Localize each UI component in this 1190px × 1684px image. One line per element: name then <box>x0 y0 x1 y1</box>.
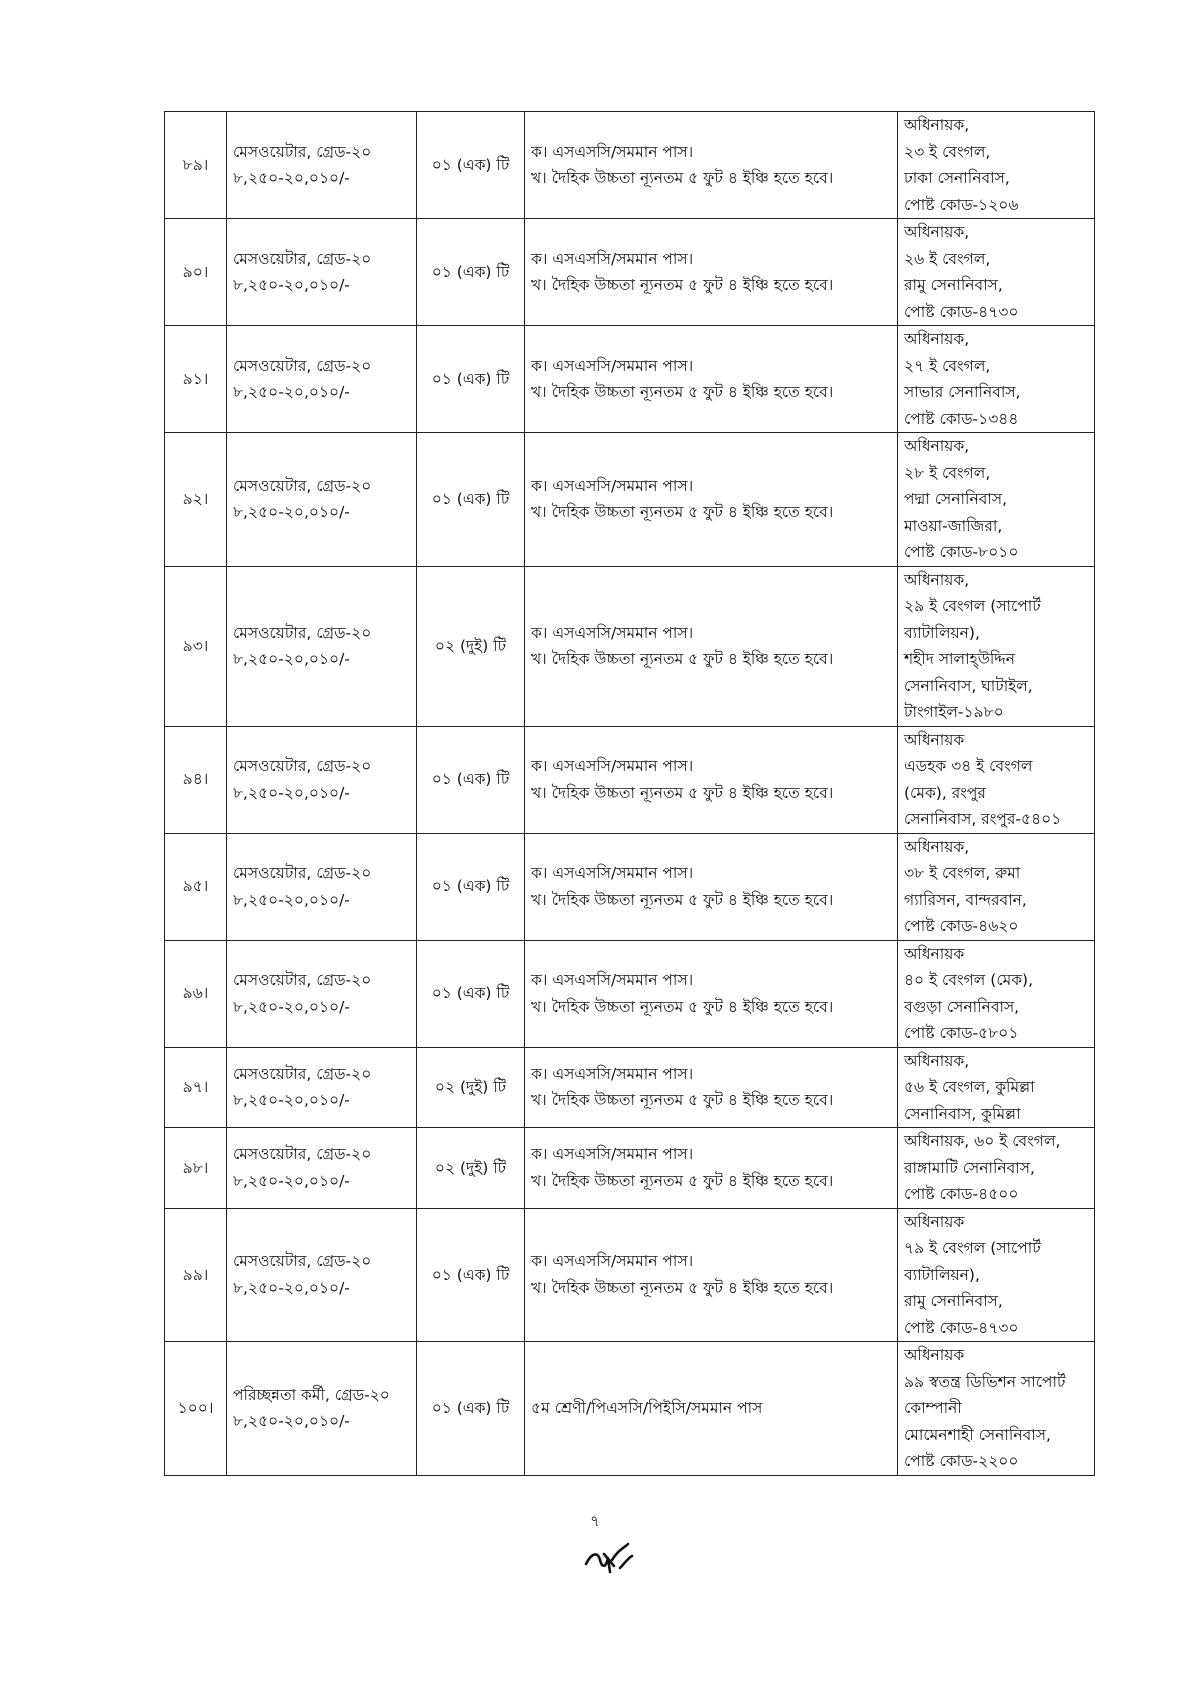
quantity-cell: ০১ (এক) টি <box>417 326 525 433</box>
qualification-line: খ। দৈহিক উচ্চতা ন্যূনতম ৫ ফুট ৪ ইঞ্চি হতে হবে। <box>531 783 834 802</box>
table-row <box>165 940 1095 1047</box>
qualification-line: ক। এসএসসি/সমমান পাস। <box>531 1145 694 1164</box>
post-name: মেসওয়েটার, গ্রেড-২০ <box>233 757 372 775</box>
qualification-line: ৫ম শ্রেণী/পিএসসি/পিইসি/সমমান পাস <box>531 1399 763 1417</box>
post-name: মেসওয়েটার, গ্রেড-২০ <box>233 249 372 268</box>
qualification-cell <box>525 433 898 567</box>
address-line: শহীদ সালাহ্‌উদ্দিন <box>904 650 1015 668</box>
post-name: মেসওয়েটার, গ্রেড-২০ <box>233 142 372 161</box>
post-cell <box>227 1208 417 1342</box>
address-line: ৯৯ স্বতন্ত্র ডিভিশন সাপোর্ট <box>904 1372 1066 1391</box>
address-line: অধিনায়ক, <box>904 223 970 241</box>
qualification-line: ক। এসএসসি/সমমান পাস। <box>531 971 694 989</box>
address-cell <box>898 726 1095 833</box>
pay-scale: ৮,২৫০-২০,০১০/- <box>233 890 350 909</box>
post-cell <box>227 219 417 326</box>
address-line: ঢাকা সেনানিবাস, <box>904 169 1010 187</box>
serial-cell: ৯০। <box>165 219 227 326</box>
serial-cell: ৯৬। <box>165 940 227 1047</box>
pay-scale: ৮,২৫০-২০,০১০/- <box>233 503 350 522</box>
post-cell <box>227 566 417 726</box>
qualification-line: ক। এসএসসি/সমমান পাস। <box>531 757 694 775</box>
serial-cell: ৯৪। <box>165 726 227 833</box>
pay-scale: ৮,২৫০-২০,০১০/- <box>233 383 350 401</box>
address-line: অধিনায়ক <box>904 944 965 963</box>
pay-scale: ৮,২৫০-২০,০১০/- <box>233 1278 350 1297</box>
address-line: সেনানিবাস, কুমিল্লা <box>904 1104 1021 1123</box>
post-cell <box>227 1342 417 1476</box>
address-cell <box>898 833 1095 940</box>
pay-scale: ৮,২৫০-২০,০১০/- <box>233 1091 350 1110</box>
post-cell <box>227 433 417 567</box>
address-line: মাওয়া-জাজিরা, <box>904 516 1003 535</box>
table-row <box>165 433 1095 567</box>
qualification-cell <box>525 833 898 940</box>
post-name: মেসওয়েটার, গ্রেড-২০ <box>233 623 372 642</box>
address-line: অধিনায়ক, <box>904 437 970 455</box>
address-line: ২৮ ই বেংগল, <box>904 463 991 482</box>
quantity-cell: ০১ (এক) টি <box>417 940 525 1047</box>
address-line: পদ্মা সেনানিবাস, <box>904 490 1007 508</box>
address-line: পোষ্ট কোড-৪৭৩০ <box>904 302 1019 321</box>
address-line: অধিনায়ক, <box>904 330 970 348</box>
serial-cell: ৯১। <box>165 326 227 433</box>
table-row <box>165 1208 1095 1342</box>
post-name: পরিচ্ছন্নতা কর্মী, গ্রেড-২০ <box>233 1385 390 1404</box>
qualification-cell <box>525 1128 898 1209</box>
quantity-cell: ০২ (দুই) টি <box>417 1047 525 1128</box>
pay-scale: ৮,২৫০-২০,০১০/- <box>233 276 350 294</box>
address-cell <box>898 112 1095 219</box>
post-name: মেসওয়েটার, গ্রেড-২০ <box>233 971 372 989</box>
table-row <box>165 1047 1095 1128</box>
address-line: পোষ্ট কোড-২২০০ <box>904 1452 1019 1470</box>
qualification-cell <box>525 940 898 1047</box>
address-line: ৪০ ই বেংগল (মেক), <box>904 971 1034 989</box>
qualification-line: ক। এসএসসি/সমমান পাস। <box>531 249 694 268</box>
post-name: মেসওয়েটার, গ্রেড-২০ <box>233 1064 372 1083</box>
table-row <box>165 326 1095 433</box>
qualification-line: ক। এসএসসি/সমমান পাস। <box>531 142 694 161</box>
address-cell <box>898 566 1095 726</box>
address-line: রাঙ্গামাটি সেনানিবাস, <box>904 1158 1035 1177</box>
qualification-cell <box>525 566 898 726</box>
serial-cell: ১০০। <box>165 1342 227 1476</box>
serial-cell: ৯৯। <box>165 1208 227 1342</box>
table-row <box>165 833 1095 940</box>
table-row <box>165 1342 1095 1476</box>
post-name: মেসওয়েটার, গ্রেড-২০ <box>233 1145 372 1164</box>
serial-cell: ৯৭। <box>165 1047 227 1128</box>
qualification-line: খ। দৈহিক উচ্চতা ন্যূনতম ৫ ফুট ৪ ইঞ্চি হতে হবে। <box>531 1091 834 1110</box>
qualification-line: ক। এসএসসি/সমমান পাস। <box>531 1064 694 1083</box>
quantity-cell: ০১ (এক) টি <box>417 726 525 833</box>
table-row <box>165 219 1095 326</box>
qualification-line: ক। এসএসসি/সমমান পাস। <box>531 623 694 642</box>
serial-cell: ৯৩। <box>165 566 227 726</box>
address-line: পোষ্ট কোড-৪৬২০ <box>904 917 1019 935</box>
address-line: অধিনায়ক <box>904 730 965 749</box>
signature-mark <box>580 1538 640 1578</box>
post-cell <box>227 833 417 940</box>
post-name: মেসওয়েটার, গ্রেড-২০ <box>233 864 372 882</box>
address-line: অধিনায়ক, <box>904 837 970 856</box>
address-line: অধিনায়ক, <box>904 116 970 134</box>
address-line: অধিনায়ক, ৬০ ই বেংগল, <box>904 1132 1061 1150</box>
qualification-line: খ। দৈহিক উচ্চতা ন্যূনতম ৫ ফুট ৪ ইঞ্চি হতে হবে। <box>531 1278 834 1297</box>
address-line: ব্যাটালিয়ন), <box>904 623 980 642</box>
serial-cell: ৯২। <box>165 433 227 567</box>
address-line: ২৯ ই বেংগল (সাপোর্ট <box>904 597 1041 615</box>
post-cell <box>227 112 417 219</box>
post-cell <box>227 1128 417 1209</box>
qualification-cell <box>525 219 898 326</box>
address-line: কোম্পানী <box>904 1399 962 1417</box>
address-line: ২৬ ই বেংগল, <box>904 249 991 268</box>
pay-scale: ৮,২৫০-২০,০১০/- <box>233 650 350 668</box>
address-line: ৫৬ ই বেংগল, কুমিল্লা <box>904 1078 1035 1096</box>
address-cell <box>898 219 1095 326</box>
address-line: ৩৮ ই বেংগল, রুমা <box>904 864 1021 882</box>
address-cell <box>898 1342 1095 1476</box>
pay-scale: ৮,২৫০-২০,০১০/- <box>233 1412 350 1431</box>
address-line: বগুড়া সেনানিবাস, <box>904 997 1020 1016</box>
address-line: পোষ্ট কোড-১৩৪৪ <box>904 409 1019 428</box>
address-line: পোষ্ট কোড-৫৮০১ <box>904 1024 1019 1042</box>
quantity-cell: ০১ (এক) টি <box>417 433 525 567</box>
address-line: সাভার সেনানিবাস, <box>904 383 1021 401</box>
serial-cell: ৯৮। <box>165 1128 227 1209</box>
address-line: অধিনায়ক, <box>904 1051 970 1070</box>
vacancy-table <box>164 111 1095 1476</box>
address-line: পোষ্ট কোড-৮০১০ <box>904 543 1019 561</box>
address-line: অধিনায়ক <box>904 1346 965 1364</box>
qualification-line: ক। এসএসসি/সমমান পাস। <box>531 1252 694 1271</box>
address-cell <box>898 1208 1095 1342</box>
address-cell <box>898 1128 1095 1209</box>
pay-scale: ৮,২৫০-২০,০১০/- <box>233 997 350 1016</box>
pay-scale: ৮,২৫০-২০,০১০/- <box>233 783 350 802</box>
address-line: টাংগাইল-১৯৮০ <box>904 703 1004 721</box>
post-name: মেসওয়েটার, গ্রেড-২০ <box>233 1252 372 1271</box>
qualification-line: খ। দৈহিক উচ্চতা ন্যূনতম ৫ ফুট ৪ ইঞ্চি হতে হবে। <box>531 1171 834 1190</box>
address-line: সেনানিবাস, ঘাটাইল, <box>904 676 1033 695</box>
qualification-cell <box>525 726 898 833</box>
qualification-line: খ। দৈহিক উচ্চতা ন্যূনতম ৫ ফুট ৪ ইঞ্চি হতে হবে। <box>531 997 834 1016</box>
address-cell <box>898 940 1095 1047</box>
address-line: রামু সেনানিবাস, <box>904 276 1003 294</box>
address-line: পোষ্ট কোড-৪৫০০ <box>904 1185 1019 1203</box>
address-line: ২৭ ই বেংগল, <box>904 356 991 375</box>
qualification-cell <box>525 1342 898 1476</box>
pay-scale: ৮,২৫০-২০,০১০/- <box>233 169 350 187</box>
address-cell <box>898 1047 1095 1128</box>
address-line: (মেক), রংপুর <box>904 783 986 802</box>
post-cell <box>227 940 417 1047</box>
address-line: অধিনায়ক, <box>904 570 970 589</box>
post-cell <box>227 726 417 833</box>
address-line: ২৩ ই বেংগল, <box>904 142 991 161</box>
table-row <box>165 726 1095 833</box>
address-line: এডহক ৩৪ ই বেংগল <box>904 757 1033 775</box>
address-line: পোষ্ট কোড-১২০৬ <box>904 195 1019 214</box>
address-cell <box>898 326 1095 433</box>
serial-cell: ৯৫। <box>165 833 227 940</box>
qualification-line: খ। দৈহিক উচ্চতা ন্যূনতম ৫ ফুট ৪ ইঞ্চি হতে হবে। <box>531 503 834 522</box>
post-name: মেসওয়েটার, গ্রেড-২০ <box>233 356 372 375</box>
quantity-cell: ০২ (দুই) টি <box>417 1128 525 1209</box>
quantity-cell: ০১ (এক) টি <box>417 833 525 940</box>
quantity-cell: ০১ (এক) টি <box>417 1208 525 1342</box>
address-line: মোমেনশাহী সেনানিবাস, <box>904 1425 1051 1444</box>
post-name: মেসওয়েটার, গ্রেড-২০ <box>233 476 372 495</box>
qualification-cell <box>525 326 898 433</box>
serial-cell: ৮৯। <box>165 112 227 219</box>
address-line: অধিনায়ক <box>904 1212 965 1231</box>
table-row <box>165 1128 1095 1209</box>
address-line: ৭৯ ই বেংগল (সাপোর্ট <box>904 1239 1041 1257</box>
qualification-cell <box>525 112 898 219</box>
quantity-cell: ০১ (এক) টি <box>417 219 525 326</box>
qualification-line: খ। দৈহিক উচ্চতা ন্যূনতম ৫ ফুট ৪ ইঞ্চি হতে হবে। <box>531 276 834 294</box>
qualification-line: খ। দৈহিক উচ্চতা ন্যূনতম ৫ ফুট ৪ ইঞ্চি হতে হবে। <box>531 650 834 668</box>
qualification-line: খ। দৈহিক উচ্চতা ন্যূনতম ৫ ফুট ৪ ইঞ্চি হতে হবে। <box>531 890 834 909</box>
address-line: ব্যাটালিয়ন), <box>904 1265 980 1284</box>
quantity-cell: ০২ (দুই) টি <box>417 566 525 726</box>
page-number: ৭ <box>590 1512 600 1530</box>
post-cell <box>227 326 417 433</box>
pay-scale: ৮,২৫০-২০,০১০/- <box>233 1171 350 1190</box>
qualification-line: খ। দৈহিক উচ্চতা ন্যূনতম ৫ ফুট ৪ ইঞ্চি হতে হবে। <box>531 169 834 187</box>
post-cell <box>227 1047 417 1128</box>
address-line: সেনানিবাস, রংপুর-৫৪০১ <box>904 810 1062 828</box>
qualification-line: খ। দৈহিক উচ্চতা ন্যূনতম ৫ ফুট ৪ ইঞ্চি হতে হবে। <box>531 383 834 401</box>
vacancy-table-body <box>165 112 1095 1476</box>
qualification-cell <box>525 1208 898 1342</box>
qualification-cell <box>525 1047 898 1128</box>
address-line: রামু সেনানিবাস, <box>904 1292 1003 1310</box>
qualification-line: ক। এসএসসি/সমমান পাস। <box>531 356 694 375</box>
qualification-line: ক। এসএসসি/সমমান পাস। <box>531 864 694 882</box>
table-row <box>165 112 1095 219</box>
address-line: পোষ্ট কোড-৪৭৩০ <box>904 1318 1019 1337</box>
quantity-cell: ০১ (এক) টি <box>417 112 525 219</box>
address-cell <box>898 433 1095 567</box>
table-row <box>165 566 1095 726</box>
address-line: গ্যারিসন, বান্দরবান, <box>904 890 1027 909</box>
quantity-cell: ০১ (এক) টি <box>417 1342 525 1476</box>
qualification-line: ক। এসএসসি/সমমান পাস। <box>531 476 694 495</box>
